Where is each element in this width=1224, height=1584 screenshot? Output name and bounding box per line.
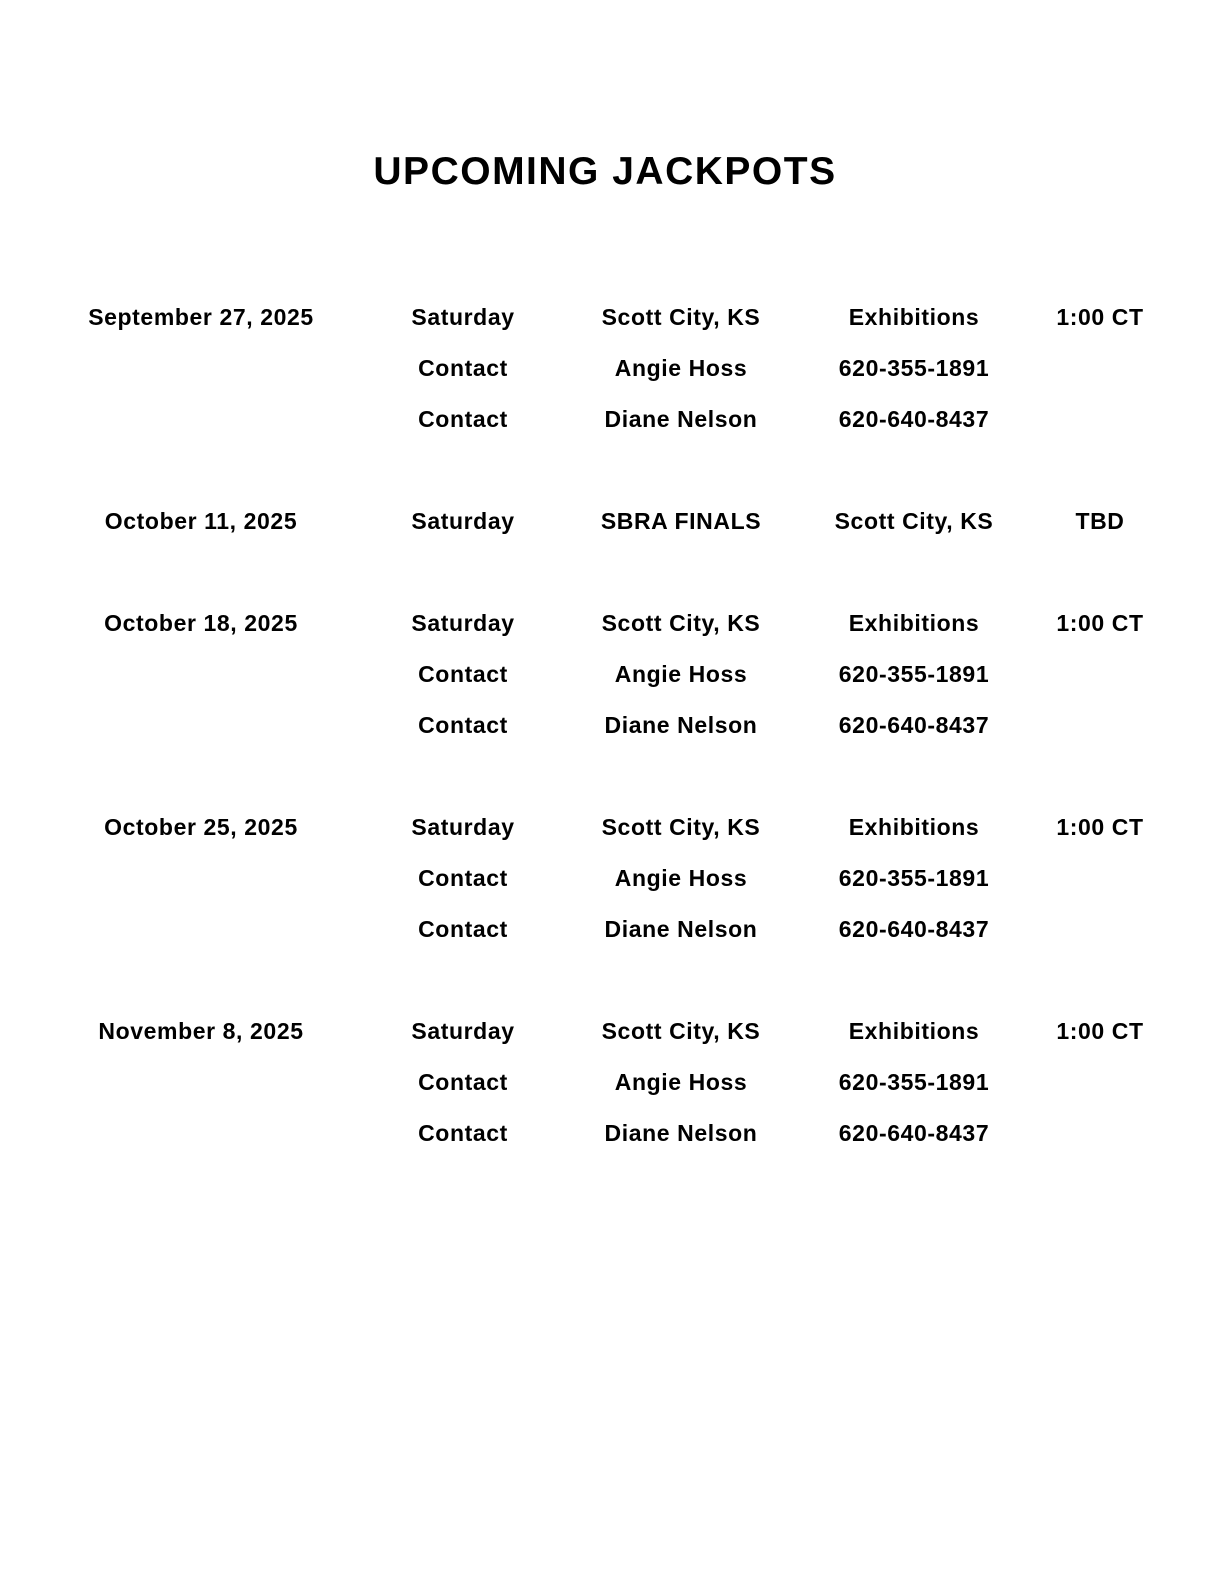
event-day-or-label: Saturday <box>411 1018 515 1044</box>
event-day-or-label: Saturday <box>411 814 515 840</box>
event-day-or-label: Contact <box>418 406 508 432</box>
event-detail: Exhibitions <box>848 814 980 840</box>
event-detail: Exhibitions <box>848 1018 980 1044</box>
event-location-or-name: Diane Nelson <box>604 916 758 942</box>
event-day-or-label: Contact <box>418 865 508 891</box>
event-location-or-name: Scott City, KS <box>601 610 761 636</box>
event-detail: 620-355-1891 <box>838 355 990 381</box>
event-time: 1:00 CT <box>1056 814 1144 840</box>
event-row <box>0 496 1224 547</box>
event-day-or-label: Contact <box>418 355 508 381</box>
event-detail: Exhibitions <box>848 610 980 636</box>
event-date: October 11, 2025 <box>104 508 298 534</box>
event-row <box>0 292 1224 343</box>
event-day-or-label: Contact <box>418 916 508 942</box>
event-detail: 620-355-1891 <box>838 1069 990 1095</box>
event-date: October 18, 2025 <box>104 610 298 636</box>
event-detail: Exhibitions <box>848 304 980 330</box>
event-day-or-label: Contact <box>418 712 508 738</box>
event-location-or-name: Scott City, KS <box>601 814 761 840</box>
contact-row <box>0 904 1224 955</box>
event-detail: 620-640-8437 <box>838 1120 990 1146</box>
contact-row <box>0 649 1224 700</box>
page-title: UPCOMING JACKPOTS <box>373 150 837 193</box>
contact-row <box>0 1057 1224 1108</box>
contact-row <box>0 394 1224 445</box>
contact-row <box>0 343 1224 394</box>
event-location-or-name: Angie Hoss <box>614 355 748 381</box>
event-group <box>0 1006 1224 1159</box>
event-day-or-label: Saturday <box>411 304 515 330</box>
contact-row <box>0 1108 1224 1159</box>
event-detail: 620-640-8437 <box>838 712 990 738</box>
event-day-or-label: Contact <box>418 1069 508 1095</box>
event-day-or-label: Saturday <box>411 508 515 534</box>
event-day-or-label: Contact <box>418 1120 508 1146</box>
event-group <box>0 292 1224 445</box>
event-date: November 8, 2025 <box>98 1018 304 1044</box>
event-row <box>0 1006 1224 1057</box>
event-location-or-name: Angie Hoss <box>614 1069 748 1095</box>
event-detail: Scott City, KS <box>834 508 994 534</box>
event-group <box>0 496 1224 547</box>
event-group <box>0 802 1224 955</box>
event-location-or-name: Diane Nelson <box>604 406 758 432</box>
event-row <box>0 598 1224 649</box>
event-detail: 620-355-1891 <box>838 865 990 891</box>
event-detail: 620-640-8437 <box>838 916 990 942</box>
contact-row <box>0 700 1224 751</box>
event-time: TBD <box>1075 508 1125 534</box>
event-time: 1:00 CT <box>1056 610 1144 636</box>
event-date: October 25, 2025 <box>104 814 298 840</box>
event-detail: 620-355-1891 <box>838 661 990 687</box>
contact-row <box>0 853 1224 904</box>
event-day-or-label: Contact <box>418 661 508 687</box>
event-date: September 27, 2025 <box>88 304 314 330</box>
event-location-or-name: Diane Nelson <box>604 1120 758 1146</box>
event-time: 1:00 CT <box>1056 304 1144 330</box>
event-location-or-name: Diane Nelson <box>604 712 758 738</box>
event-location-or-name: Scott City, KS <box>601 304 761 330</box>
event-location-or-name: SBRA FINALS <box>600 508 762 534</box>
event-location-or-name: Scott City, KS <box>601 1018 761 1044</box>
event-location-or-name: Angie Hoss <box>614 865 748 891</box>
event-detail: 620-640-8437 <box>838 406 990 432</box>
event-time: 1:00 CT <box>1056 1018 1144 1044</box>
event-location-or-name: Angie Hoss <box>614 661 748 687</box>
event-row <box>0 802 1224 853</box>
jackpot-schedule <box>0 292 1224 1210</box>
event-group <box>0 598 1224 751</box>
event-day-or-label: Saturday <box>411 610 515 636</box>
